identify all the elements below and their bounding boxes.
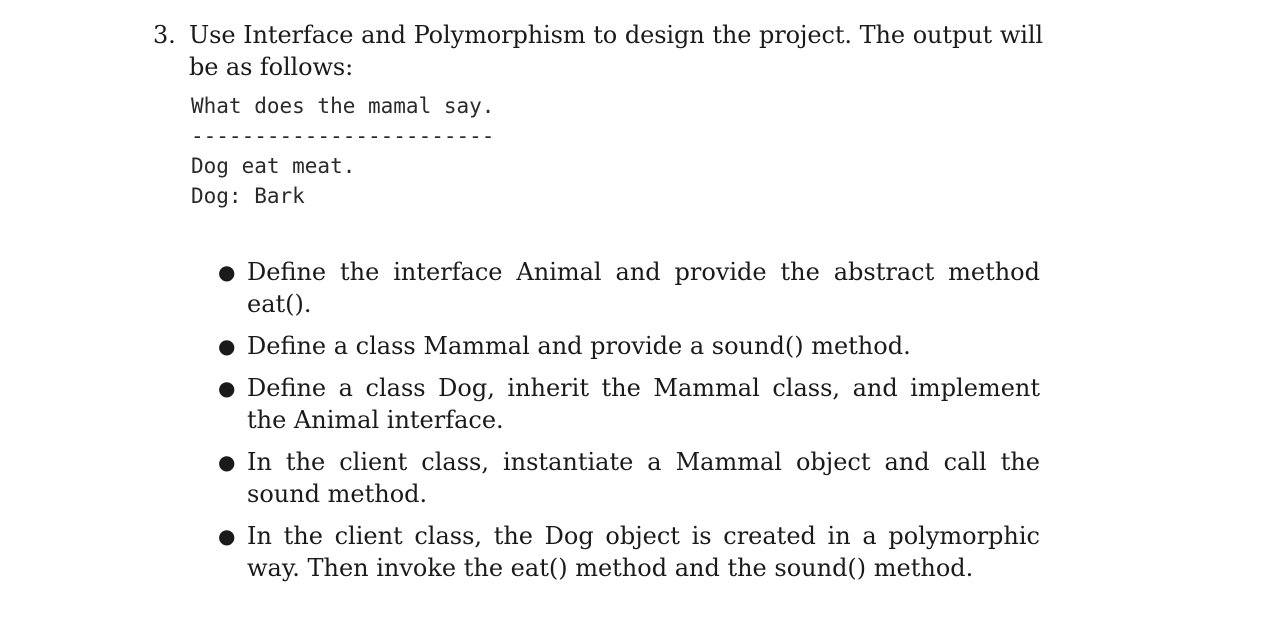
console-output xyxy=(191,91,1043,211)
question-block xyxy=(153,19,1043,211)
bullet-icon: ● xyxy=(218,524,236,548)
console-line-eat: Dog eat meat. xyxy=(191,154,356,178)
list-item-text: In the client class, instantiate a Mammal object and call the sound method. xyxy=(247,448,1040,508)
list-item xyxy=(218,520,1040,584)
question-header xyxy=(153,19,1043,83)
bullet-icon: ● xyxy=(218,260,236,284)
question-number: 3. xyxy=(153,21,176,49)
console-line-prompt: What does the mamal say. xyxy=(191,94,495,118)
list-item xyxy=(218,256,1040,320)
question-text: Use Interface and Polymorphism to design the project. The output will be as follows: xyxy=(189,21,1043,81)
list-item xyxy=(218,372,1040,436)
list-item xyxy=(218,446,1040,510)
console-line-sound: Dog: Bark xyxy=(191,184,305,208)
list-item-text: In the client class, the Dog object is created in a polymorphic way. Then invoke the eat() method and the sound() method. xyxy=(247,522,1040,582)
bullet-icon: ● xyxy=(218,334,236,358)
bullet-icon: ● xyxy=(218,450,236,474)
list-item-text: Define a class Dog, inherit the Mammal class, and implement the Animal interface. xyxy=(247,374,1040,434)
list-item-text: Define a class Mammal and provide a sound() method. xyxy=(247,332,911,360)
bullet-icon: ● xyxy=(218,376,236,400)
list-item-text: Define the interface Animal and provide the abstract method eat(). xyxy=(247,258,1040,318)
requirements-list xyxy=(218,256,1040,594)
list-item xyxy=(218,330,1040,362)
console-line-separator: ------------------------ xyxy=(191,124,495,148)
